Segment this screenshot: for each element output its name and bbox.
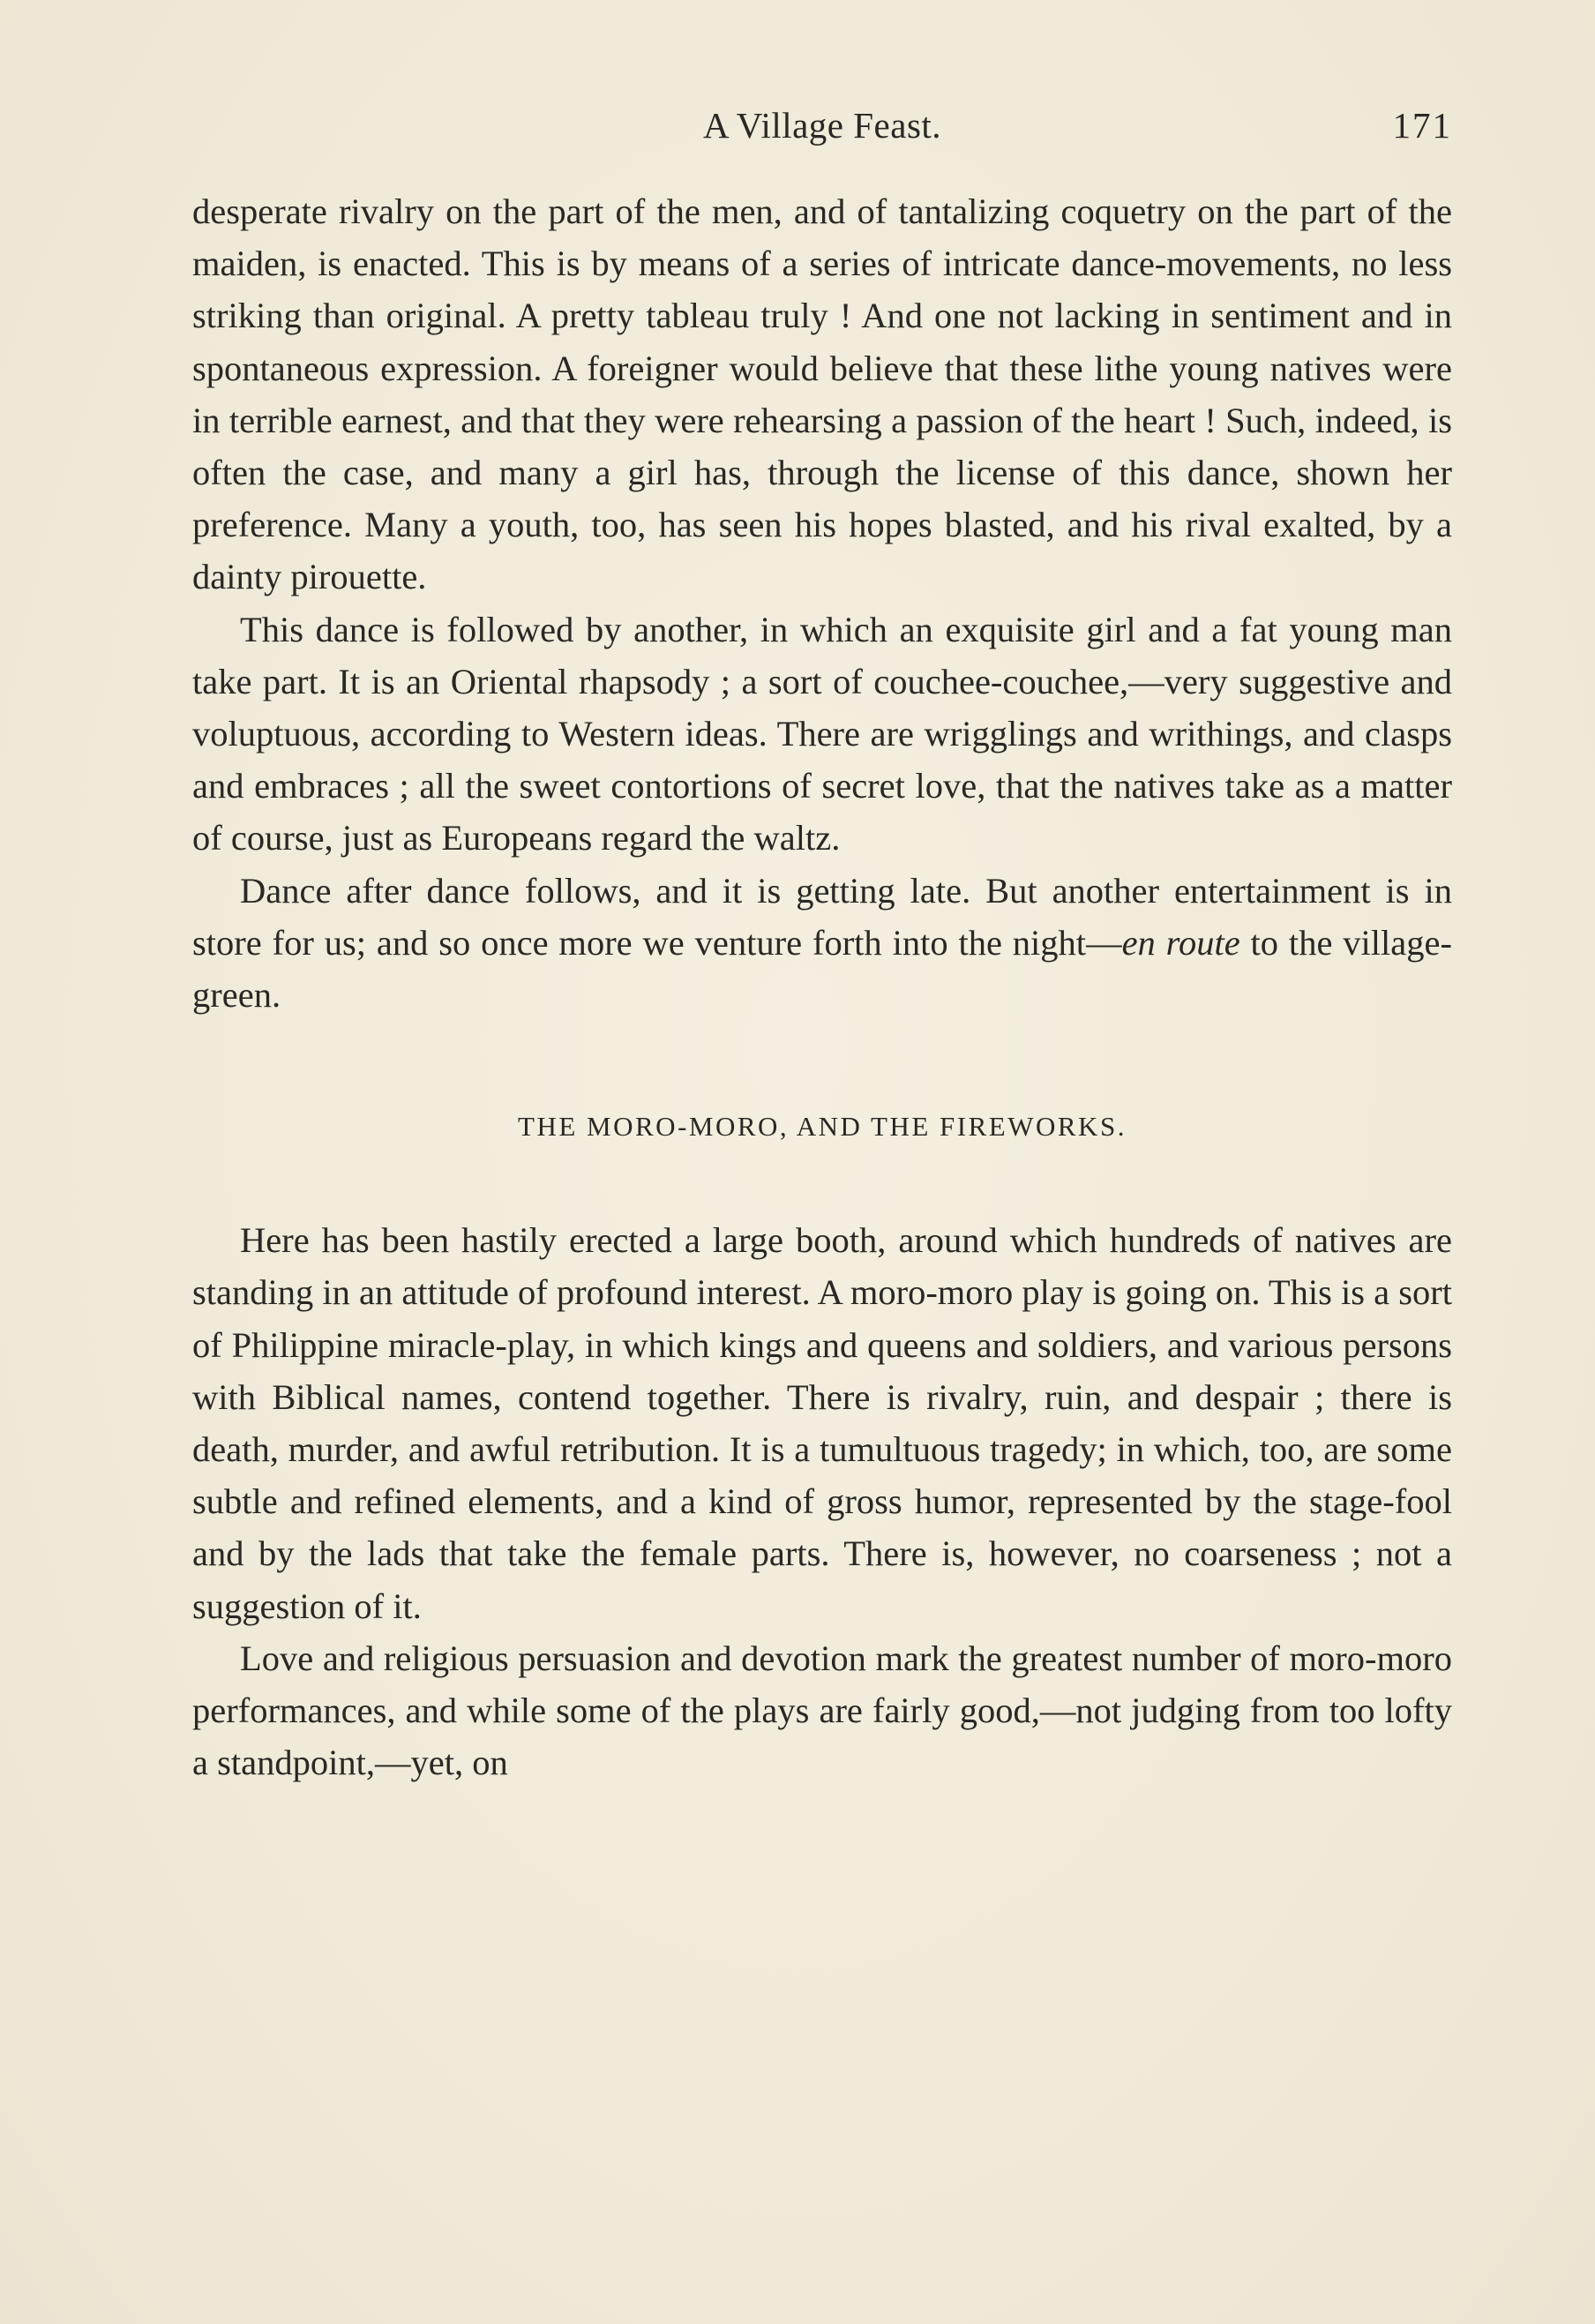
paragraph-3-ending: to the village-green. [192, 922, 1452, 1016]
running-title: A Village Feast. [702, 105, 942, 146]
section-heading: THE MORO-MORO, AND THE FIREWORKS. [518, 1111, 1127, 1143]
page-number: 171 [1392, 105, 1452, 146]
paragraph-1: desperate rivalry on the part of the men, and of tantalizing coquetry on the part of the maiden, is enacted. This is by means of a series of intricate dance-movements, no less striking than original. A pretty tableau truly ! And one not lacking in sentiment and in spontaneous expression. A foreigner would believe that these lithe young natives were in terrible earnest, and that they were rehearsing a passion of the heart ! Such, indeed, is often the case, and many a girl has, through the license of this dance, shown her preference. Many a youth, too, has seen his hopes blasted, and his rival exalted, by a dainty pirouette. [192, 191, 1452, 597]
body-text [192, 185, 1452, 1788]
paragraph-3 [192, 865, 1452, 1022]
paragraph-4: Here has been hastily erected a large booth, around which hundreds of natives are standing in an attitude of profound interest. A moro-moro play is going on. This is a sort of Philippine miracle-play, in which kings and queens and soldiers, and various persons with Biblical names, contend together. There is rivalry, ruin, and despair ; there is death, murder, and awful retribution. It is a tumultuous tragedy; in which, too, are some subtle and refined elements, and a kind of gross humor, represented by the stage-fool and by the lads that take the female parts. There is, however, no coarseness ; not a suggestion of it. [192, 1220, 1452, 1626]
paragraph-2: This dance is followed by another, in which an exquisite girl and a fat young man take part. It is an Oriental rhapsody ; a sort of couchee-couchee,—very suggestive and voluptuous, according to Western ideas. There are wrigglings and writhings, and clasps and embraces ; all the sweet contortions of secret love, that the natives take as a matter of course, just as Europeans regard the waltz. [192, 609, 1452, 858]
paragraph-3-text: Dance after dance follows, and it is getting late. But another entertainment is in store for us; and so once more we venture forth into the night— [192, 870, 1452, 963]
italic-phrase: en route [1121, 922, 1240, 963]
paragraph-5: Love and religious persuasion and devotion mark the greatest number of moro-moro performances, and while some of the plays are fairly good,—not judging from too lofty a standpoint,—yet, on [192, 1638, 1452, 1783]
running-head [192, 104, 1452, 161]
